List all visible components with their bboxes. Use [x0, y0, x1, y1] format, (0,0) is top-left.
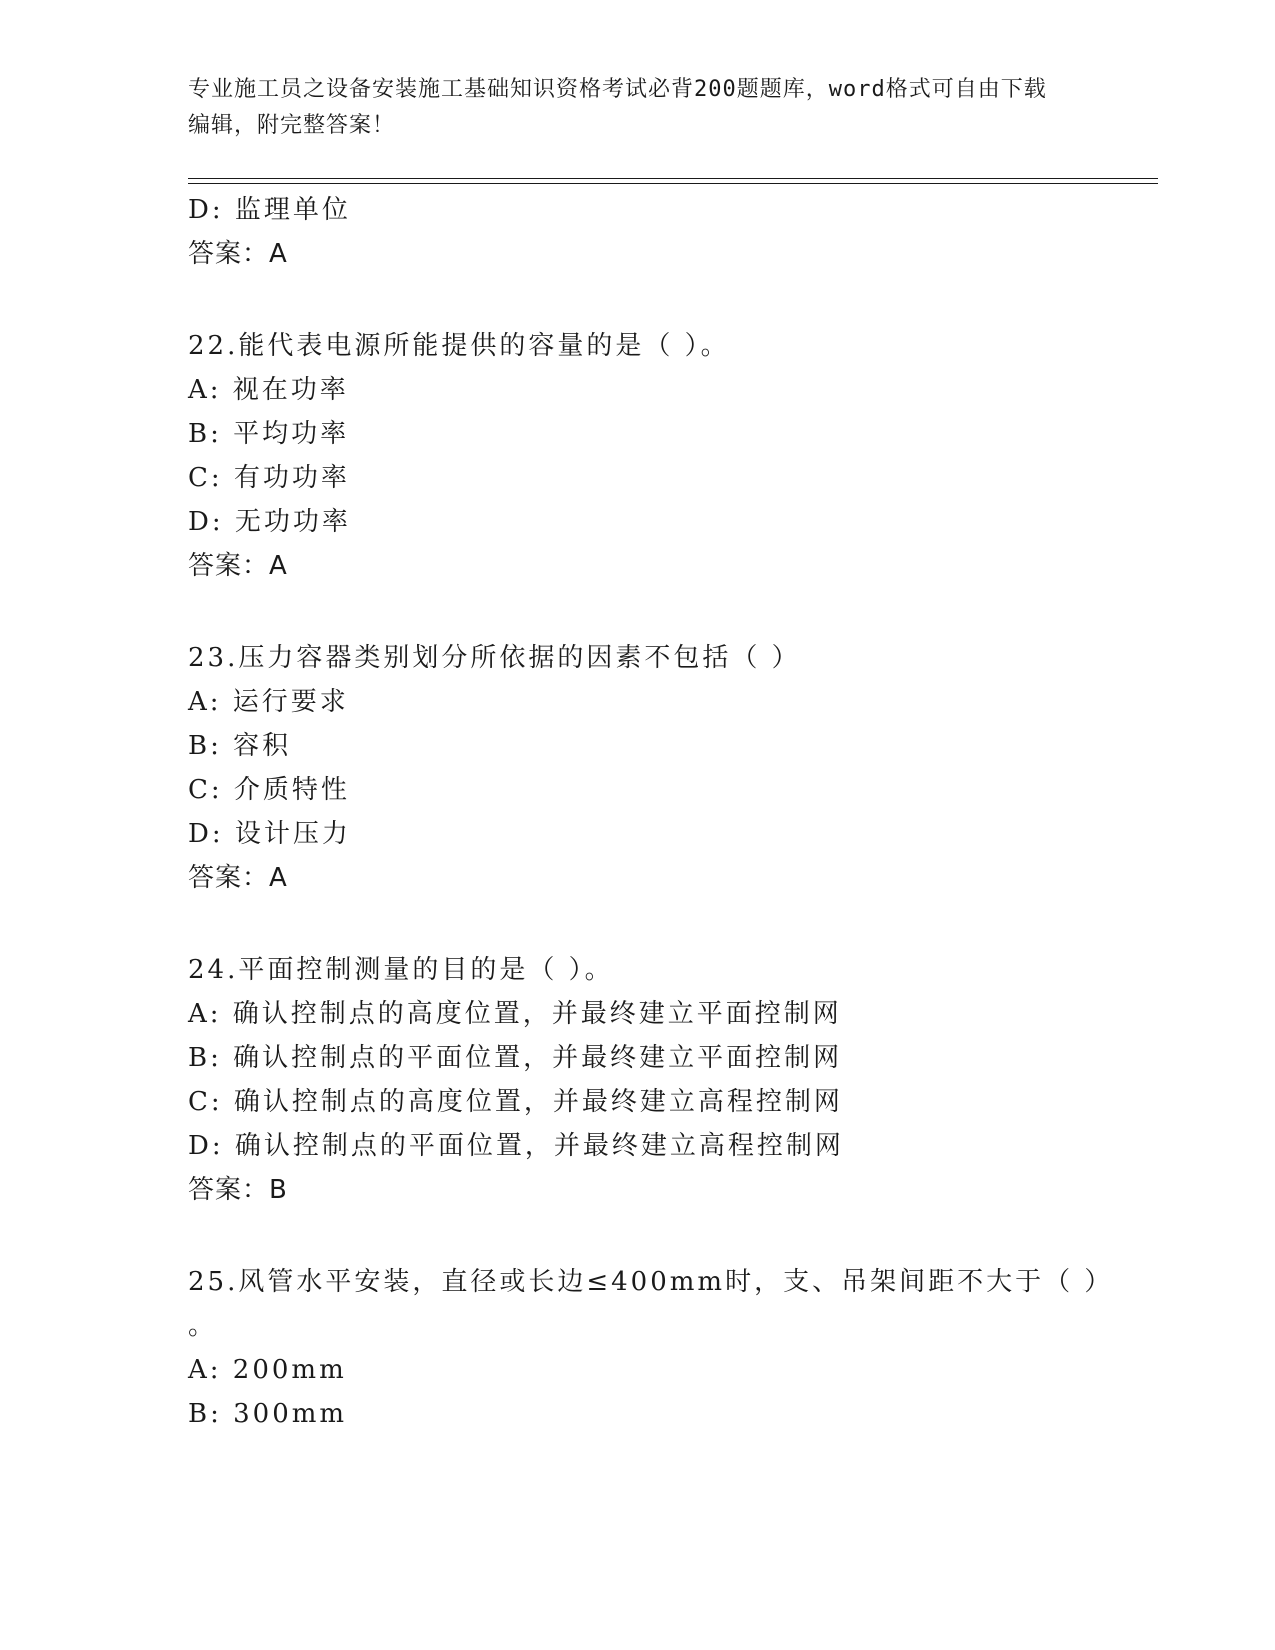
option-text: A: 确认控制点的高度位置，并最终建立平面控制网 — [188, 999, 842, 1029]
header-divider-bottom — [188, 183, 1158, 184]
answer-text: 答案：B — [188, 1175, 288, 1205]
answer-text: 答案：A — [188, 863, 288, 893]
answer-text: 答案：A — [188, 551, 288, 581]
option-text: D: 设计压力 — [188, 819, 351, 849]
option-text: B: 确认控制点的平面位置，并最终建立平面控制网 — [188, 1043, 843, 1073]
option-text: D: 确认控制点的平面位置，并最终建立高程控制网 — [188, 1131, 844, 1161]
option-text: C: 介质特性 — [188, 775, 350, 805]
question-text: 23.压力容器类别划分所依据的因素不包括（ ） — [188, 643, 801, 673]
question-text: 24.平面控制测量的目的是（ ）。 — [188, 955, 614, 985]
header-divider-top — [188, 178, 1158, 179]
option-text: D: 监理单位 — [188, 195, 351, 225]
answer-text: 答案：A — [188, 239, 288, 269]
option-text: A: 200mm — [188, 1355, 347, 1385]
option-text: A: 视在功率 — [188, 375, 349, 405]
option-text: A: 运行要求 — [188, 687, 349, 717]
question-text-continued: 。 — [188, 1311, 218, 1341]
question-text: 22.能代表电源所能提供的容量的是（ ）。 — [188, 331, 730, 361]
option-text: D: 无功功率 — [188, 507, 351, 537]
option-text: C: 确认控制点的高度位置，并最终建立高程控制网 — [188, 1087, 843, 1117]
document-header: 专业施工员之设备安装施工基础知识资格考试必背200题题库，word格式可自由下载编辑，附完整答案！ — [188, 77, 1047, 138]
option-text: B: 容积 — [188, 731, 292, 761]
question-text: 25.风管水平安装，直径或长边≤400mm时，支、吊架间距不大于（ ） — [188, 1267, 1114, 1297]
option-text: B: 300mm — [188, 1399, 348, 1429]
option-text: B: 平均功率 — [188, 419, 350, 449]
option-text: C: 有功功率 — [188, 463, 350, 493]
